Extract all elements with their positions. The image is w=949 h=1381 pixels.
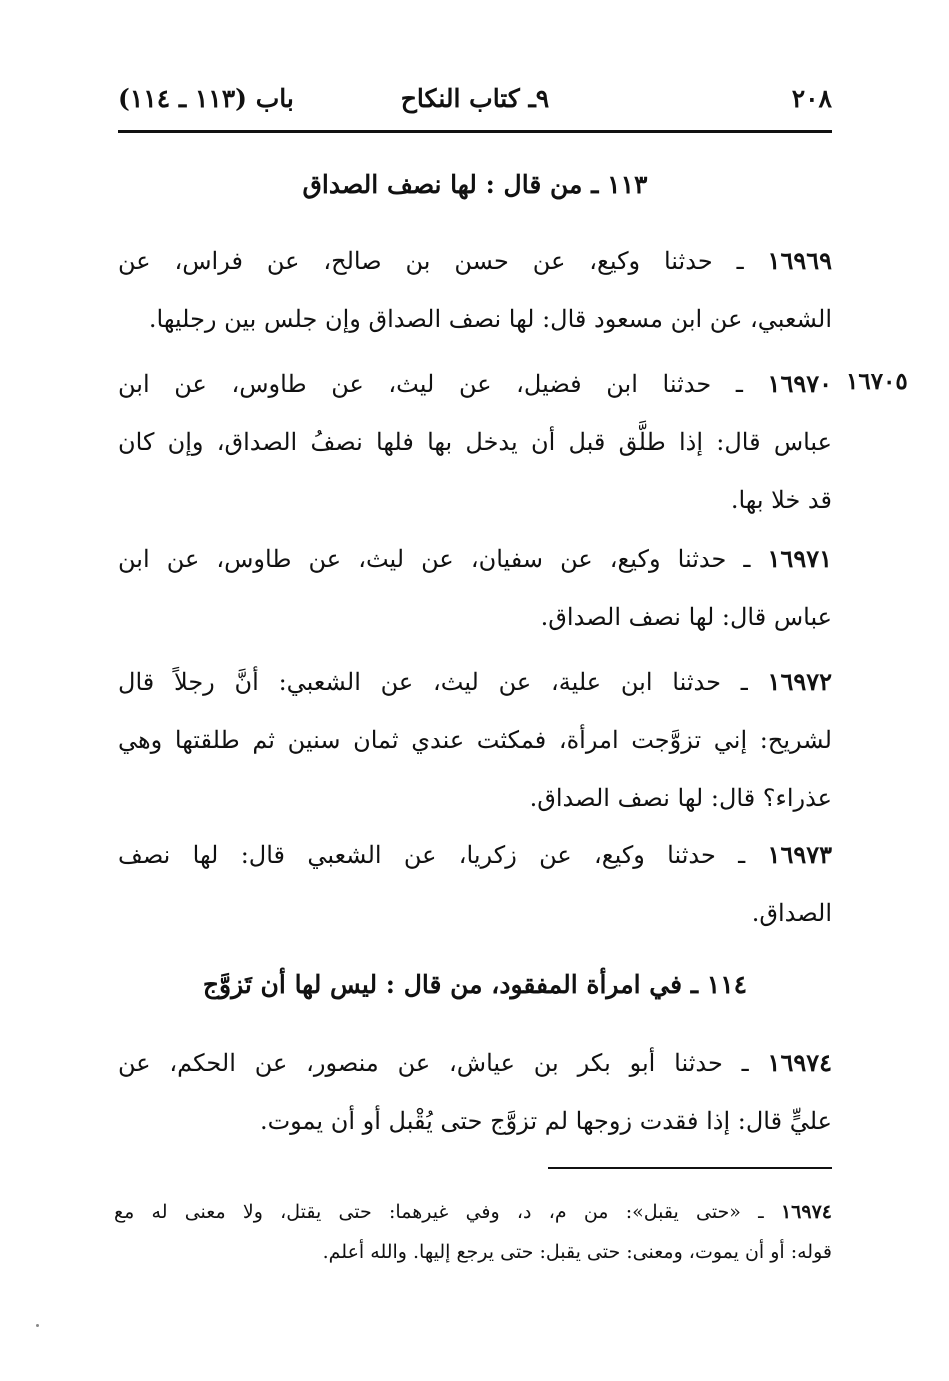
chapter-heading-113: ١١٣ ـ من قال : لها نصف الصداق [302, 170, 648, 199]
hadith-line: عباس قال: لها نصف الصداق. [540, 603, 832, 631]
book-title: ٩ـ كتاب النكاح [400, 84, 550, 113]
hadith-line: ١٦٩٧٠ ـ حدثنا ابن فضيل، عن ليث، عن طاوس، عن ابن [118, 369, 832, 398]
hadith-number: ١٦٩٧١ [767, 544, 832, 573]
hadith-line: ١٦٩٧١ ـ حدثنا وكيع، عن سفيان، عن ليث، عن طاوس، عن ابن [118, 544, 832, 573]
footnote-line: قوله: أو أن يموت، ومعنى: حتى يقبل: حتى يرجع إليها. والله أعلم. [322, 1241, 832, 1263]
hadith-number: ١٦٩٧٣ [767, 840, 832, 869]
hadith-line: عليٍّ قال: إذا فقدت زوجها لم تزوَّج حتى يُقْبل أو أن يموت. [259, 1107, 832, 1135]
hadith-line: ١٦٩٧٣ ـ حدثنا وكيع، عن زكريا، عن الشعبي قال: لها نصف [118, 840, 832, 869]
footnote-rule [548, 1167, 832, 1169]
header-rule [118, 130, 832, 133]
hadith-line: قد خلا بها. [730, 486, 832, 514]
hadith-number: ١٦٩٧٤ [767, 1048, 832, 1077]
margin-cross-reference: ١٦٧٠٥ [846, 368, 908, 395]
hadith-line: ١٦٩٧٤ ـ حدثنا أبو بكر بن عياش، عن منصور، عن الحكم، عن [118, 1048, 832, 1077]
hadith-line: عذراء؟ قال: لها نصف الصداق. [529, 784, 832, 812]
hadith-line: الشعبي، عن ابن مسعود قال: لها نصف الصداق وإن جلس بين رجليها. [148, 305, 832, 333]
footnote-number: ١٦٩٧٤ [780, 1201, 832, 1223]
running-header [118, 84, 832, 124]
hadith-line: الصداق. [751, 899, 832, 927]
chapters-range: باب (١١٣ ـ ١١٤) [118, 84, 294, 113]
hadith-16970 [118, 355, 832, 529]
scan-speck [36, 1324, 39, 1327]
hadith-16974 [118, 1034, 832, 1150]
hadith-16973 [118, 826, 832, 942]
hadith-number: ١٦٩٧٠ [767, 369, 832, 398]
page-number: ٢٠٨ [791, 84, 832, 113]
hadith-16969 [118, 232, 832, 348]
hadith-16971 [118, 530, 832, 646]
hadith-line: لشريح: إني تزوَّجت امرأة، فمكثت عندي ثمان سنين ثم طلقتها وهي [118, 726, 832, 754]
hadith-line: عباس قال: إذا طلَّق قبل أن يدخل بها فلها نصفُ الصداق، وإن كان [118, 428, 832, 456]
footnote [114, 1192, 832, 1272]
footnote-line: ١٦٩٧٤ ـ «حتى يقبل»: من م، د، وفي غيرهما: حتى يقتل، ولا معنى له مع [114, 1201, 832, 1223]
hadith-line: ١٦٩٧٢ ـ حدثنا ابن علية، عن ليث، عن الشعبي: أنَّ رجلاً قال [118, 667, 832, 696]
hadith-number: ١٦٩٦٩ [767, 246, 832, 275]
hadith-16972 [118, 653, 832, 827]
chapter-heading-114: ١١٤ ـ في امرأة المفقود، من قال : ليس لها أن تَزوَّج [202, 970, 748, 999]
hadith-line: ١٦٩٦٩ ـ حدثنا وكيع، عن حسن بن صالح، عن فراس، عن [118, 246, 832, 275]
hadith-number: ١٦٩٧٢ [767, 667, 832, 696]
